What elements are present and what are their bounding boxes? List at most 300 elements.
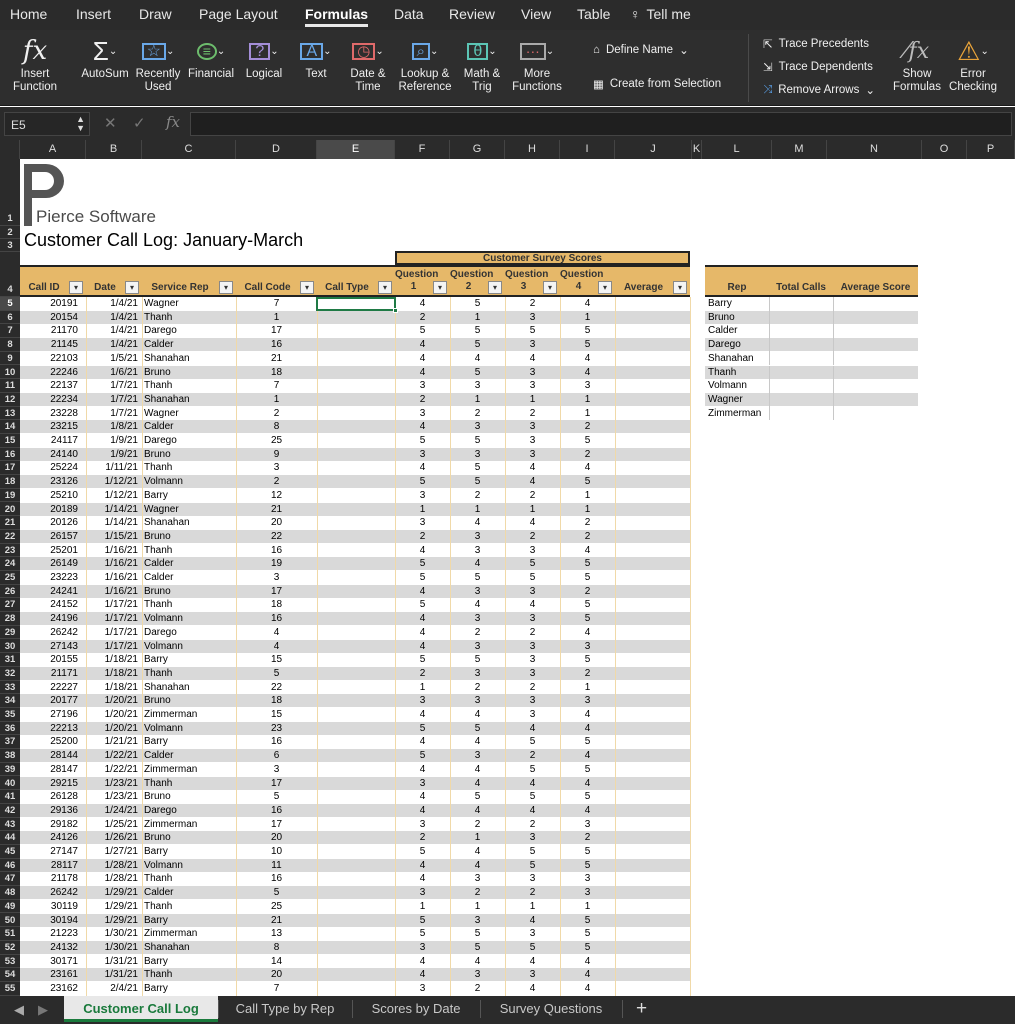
table-cell[interactable] bbox=[317, 379, 395, 392]
table-cell[interactable]: 22103 bbox=[50, 352, 78, 364]
table-cell[interactable]: 1/29/21 bbox=[104, 887, 138, 899]
row-header-23[interactable]: 23 bbox=[0, 544, 20, 558]
row-header-10[interactable]: 10 bbox=[0, 366, 20, 380]
table-cell[interactable]: Volmann bbox=[144, 722, 183, 734]
table-cell[interactable]: 5 bbox=[474, 476, 481, 488]
table-row[interactable] bbox=[20, 859, 690, 873]
table-row[interactable] bbox=[20, 708, 690, 722]
row-header-37[interactable]: 37 bbox=[0, 735, 20, 749]
table-cell[interactable]: 3 bbox=[273, 572, 280, 583]
create-from-selection-button[interactable] bbox=[593, 77, 721, 91]
table-cell[interactable]: 4 bbox=[529, 517, 536, 529]
table-cell[interactable]: 22137 bbox=[50, 380, 78, 392]
table-cell[interactable]: Darego bbox=[144, 626, 177, 638]
table-cell[interactable]: 1/17/21 bbox=[104, 640, 138, 652]
table-cell[interactable]: 1 bbox=[419, 900, 426, 912]
menu-formulas[interactable]: Formulas bbox=[305, 6, 368, 27]
table-cell[interactable]: 3 bbox=[584, 818, 591, 830]
table-cell[interactable]: 2 bbox=[529, 530, 536, 542]
menu-home[interactable]: Home bbox=[10, 6, 48, 22]
row-header-42[interactable]: 42 bbox=[0, 804, 20, 818]
table-cell[interactable]: 3 bbox=[474, 873, 481, 885]
table-cell[interactable]: 1/27/21 bbox=[104, 846, 138, 857]
table-cell[interactable]: 3 bbox=[529, 928, 536, 940]
table-row[interactable] bbox=[20, 955, 690, 969]
table-cell[interactable]: 23161 bbox=[50, 969, 78, 981]
table-cell[interactable] bbox=[317, 831, 395, 844]
table-cell[interactable]: 30194 bbox=[50, 914, 78, 926]
summary-rep[interactable]: Barry bbox=[708, 298, 732, 309]
table-cell[interactable] bbox=[317, 900, 395, 913]
table-cell[interactable]: 3 bbox=[529, 709, 536, 720]
table-cell[interactable]: 1/4/21 bbox=[110, 339, 138, 351]
table-row[interactable] bbox=[20, 845, 690, 859]
table-cell[interactable] bbox=[317, 557, 395, 570]
table-cell[interactable]: 5 bbox=[419, 750, 426, 762]
table-cell[interactable]: 4 bbox=[419, 791, 426, 803]
table-cell[interactable]: 5 bbox=[419, 435, 426, 446]
table-cell[interactable]: 25 bbox=[270, 900, 283, 912]
filter-dropdown-button[interactable]: ▾ bbox=[673, 281, 687, 294]
table-cell[interactable]: 2 bbox=[419, 311, 426, 323]
table-cell[interactable]: 2 bbox=[529, 489, 536, 501]
filter-dropdown-button[interactable]: ▾ bbox=[598, 281, 612, 294]
table-cell[interactable]: 4 bbox=[474, 859, 481, 871]
table-row[interactable] bbox=[20, 585, 690, 599]
filter-dropdown-button[interactable]: ▾ bbox=[69, 281, 83, 294]
table-row[interactable] bbox=[20, 448, 690, 462]
table-cell[interactable]: Zimmerman bbox=[144, 818, 198, 830]
table-cell[interactable]: 2 bbox=[584, 448, 591, 460]
summary-rep[interactable]: Thanh bbox=[708, 366, 737, 378]
table-cell[interactable]: 10 bbox=[270, 846, 283, 857]
table-cell[interactable]: 5 bbox=[273, 667, 280, 679]
table-cell[interactable]: 1/21/21 bbox=[104, 736, 138, 748]
summary-rep[interactable]: Wagner bbox=[708, 393, 743, 405]
table-row[interactable] bbox=[20, 804, 690, 818]
table-cell[interactable] bbox=[317, 352, 395, 365]
row-header-6[interactable]: 6 bbox=[0, 311, 20, 325]
table-cell[interactable]: 5 bbox=[584, 859, 591, 871]
table-cell[interactable]: Thanh bbox=[144, 462, 173, 474]
row-header-19[interactable]: 19 bbox=[0, 489, 20, 503]
table-cell[interactable]: 24117 bbox=[50, 435, 78, 446]
table-cell[interactable]: 20154 bbox=[50, 311, 78, 323]
table-cell[interactable]: 21145 bbox=[50, 339, 78, 351]
tab-survey-questions[interactable]: Survey Questions bbox=[499, 1001, 603, 1016]
table-cell[interactable]: 3 bbox=[529, 873, 536, 885]
row-header-8[interactable]: 8 bbox=[0, 338, 20, 352]
table-cell[interactable]: 23126 bbox=[50, 476, 78, 488]
row-header-9[interactable]: 9 bbox=[0, 352, 20, 366]
table-cell[interactable]: 22 bbox=[270, 530, 283, 542]
table-cell[interactable] bbox=[317, 489, 395, 502]
table-cell[interactable]: 1/17/21 bbox=[104, 626, 138, 638]
table-cell[interactable] bbox=[317, 818, 395, 831]
table-cell[interactable]: Calder bbox=[144, 572, 174, 583]
table-cell[interactable] bbox=[317, 982, 395, 995]
table-cell[interactable]: 3 bbox=[419, 818, 426, 830]
table-cell[interactable]: 1/12/21 bbox=[104, 489, 138, 501]
table-cell[interactable]: 3 bbox=[529, 366, 536, 378]
table-cell[interactable]: 3 bbox=[529, 640, 536, 652]
table-cell[interactable]: 2 bbox=[474, 407, 481, 419]
table-cell[interactable]: 3 bbox=[584, 640, 591, 652]
table-cell[interactable]: 5 bbox=[584, 339, 591, 351]
table-row[interactable] bbox=[20, 763, 690, 777]
table-cell[interactable]: 3 bbox=[419, 489, 426, 501]
table-cell[interactable]: 2 bbox=[419, 530, 426, 542]
table-cell[interactable]: 1 bbox=[474, 393, 481, 405]
table-cell[interactable]: 3 bbox=[529, 667, 536, 679]
table-cell[interactable]: 4 bbox=[419, 298, 426, 309]
table-cell[interactable]: 20155 bbox=[50, 654, 78, 666]
remove-arrows-button[interactable] bbox=[763, 83, 875, 97]
table-row[interactable] bbox=[20, 722, 690, 736]
column-header-e[interactable]: E bbox=[317, 140, 395, 159]
menu-review[interactable]: Review bbox=[449, 6, 495, 22]
table-cell[interactable]: 1/14/21 bbox=[104, 503, 138, 515]
row-header-26[interactable]: 26 bbox=[0, 585, 20, 599]
tab-customer-call-log[interactable]: Customer Call Log bbox=[64, 996, 218, 1022]
table-cell[interactable]: 5 bbox=[529, 941, 536, 953]
table-cell[interactable]: 5 bbox=[419, 599, 426, 611]
text-button[interactable] bbox=[296, 34, 336, 81]
table-row[interactable] bbox=[20, 749, 690, 763]
table-cell[interactable]: 5 bbox=[474, 654, 481, 666]
table-cell[interactable]: 1/29/21 bbox=[104, 914, 138, 926]
table-cell[interactable]: 5 bbox=[529, 859, 536, 871]
table-cell[interactable]: 5 bbox=[419, 325, 426, 337]
table-cell[interactable]: 1/20/21 bbox=[104, 722, 138, 734]
table-cell[interactable] bbox=[317, 407, 395, 420]
table-cell[interactable]: 29182 bbox=[50, 818, 78, 830]
table-cell[interactable]: 4 bbox=[419, 873, 426, 885]
filter-dropdown-button[interactable]: ▾ bbox=[378, 281, 392, 294]
table-cell[interactable]: 22213 bbox=[50, 722, 78, 734]
table-cell[interactable]: 24152 bbox=[50, 599, 78, 611]
table-cell[interactable] bbox=[317, 955, 395, 968]
table-cell[interactable]: 4 bbox=[273, 640, 280, 652]
table-cell[interactable]: 1 bbox=[474, 311, 481, 323]
table-cell[interactable]: 2 bbox=[474, 681, 481, 693]
table-cell[interactable]: Darego bbox=[144, 435, 177, 446]
summary-rep[interactable]: Zimmerman bbox=[708, 407, 762, 419]
table-cell[interactable]: 1/17/21 bbox=[104, 599, 138, 611]
table-cell[interactable] bbox=[317, 516, 395, 529]
logical-button[interactable] bbox=[243, 34, 285, 81]
table-cell[interactable]: 1/30/21 bbox=[104, 928, 138, 940]
table-cell[interactable]: 21223 bbox=[50, 928, 78, 940]
table-row[interactable] bbox=[20, 914, 690, 928]
table-cell[interactable]: 1/22/21 bbox=[104, 763, 138, 775]
table-cell[interactable]: 1/26/21 bbox=[104, 832, 138, 844]
table-row[interactable] bbox=[20, 818, 690, 832]
table-cell[interactable]: 5 bbox=[419, 476, 426, 488]
summary-rep[interactable]: Calder bbox=[708, 325, 738, 337]
table-cell[interactable]: 14 bbox=[270, 955, 283, 967]
table-cell[interactable]: 5 bbox=[584, 928, 591, 940]
table-cell[interactable]: 1 bbox=[584, 681, 591, 693]
row-header-11[interactable]: 11 bbox=[0, 379, 20, 393]
table-cell[interactable]: 4 bbox=[584, 969, 591, 981]
table-cell[interactable]: 3 bbox=[529, 448, 536, 460]
table-cell[interactable]: 25224 bbox=[50, 462, 78, 474]
table-cell[interactable]: 5 bbox=[584, 572, 591, 583]
table-cell[interactable]: 4 bbox=[584, 366, 591, 378]
table-cell[interactable]: 1/15/21 bbox=[104, 530, 138, 542]
table-cell[interactable]: 1/9/21 bbox=[110, 435, 138, 446]
table-cell[interactable]: 4 bbox=[529, 462, 536, 474]
table-cell[interactable]: 4 bbox=[419, 969, 426, 981]
table-cell[interactable]: 1/7/21 bbox=[110, 393, 138, 405]
table-cell[interactable]: 20177 bbox=[50, 695, 78, 707]
row-header-53[interactable]: 53 bbox=[0, 955, 20, 969]
table-cell[interactable]: 3 bbox=[529, 339, 536, 351]
table-cell[interactable]: 22 bbox=[270, 681, 283, 693]
menu-table[interactable]: Table bbox=[577, 6, 611, 22]
row-header-33[interactable]: 33 bbox=[0, 681, 20, 695]
table-cell[interactable]: 22227 bbox=[50, 681, 78, 693]
table-cell[interactable] bbox=[317, 859, 395, 872]
table-cell[interactable]: 4 bbox=[584, 750, 591, 762]
row-header-36[interactable]: 36 bbox=[0, 722, 20, 736]
table-cell[interactable]: 16 bbox=[270, 544, 283, 556]
table-cell[interactable]: 15 bbox=[270, 654, 283, 666]
table-cell[interactable]: 3 bbox=[419, 448, 426, 460]
formula-input[interactable] bbox=[190, 112, 1012, 136]
table-cell[interactable]: 4 bbox=[584, 804, 591, 816]
math-trig-button[interactable] bbox=[458, 34, 506, 94]
table-row[interactable] bbox=[20, 461, 690, 475]
table-cell[interactable]: 24196 bbox=[50, 613, 78, 625]
table-cell[interactable]: 5 bbox=[584, 435, 591, 446]
table-cell[interactable]: 21170 bbox=[50, 325, 78, 337]
table-cell[interactable]: 5 bbox=[474, 339, 481, 351]
row-header-29[interactable]: 29 bbox=[0, 626, 20, 640]
table-cell[interactable] bbox=[317, 777, 395, 790]
table-cell[interactable]: 24140 bbox=[50, 448, 78, 460]
table-cell[interactable]: 4 bbox=[474, 517, 481, 529]
menu-tell-me[interactable] bbox=[630, 6, 691, 22]
table-row[interactable] bbox=[20, 790, 690, 804]
table-cell[interactable]: 1/23/21 bbox=[104, 791, 138, 803]
table-row[interactable] bbox=[20, 886, 690, 900]
row-header-21[interactable]: 21 bbox=[0, 516, 20, 530]
table-cell[interactable] bbox=[317, 722, 395, 735]
row-header-14[interactable]: 14 bbox=[0, 420, 20, 434]
table-cell[interactable]: 4 bbox=[584, 544, 591, 556]
filter-dropdown-button[interactable]: ▾ bbox=[488, 281, 502, 294]
table-cell[interactable]: 2 bbox=[529, 750, 536, 762]
table-cell[interactable]: 5 bbox=[419, 846, 426, 857]
table-row[interactable] bbox=[20, 379, 690, 393]
table-cell[interactable]: 12 bbox=[270, 489, 283, 501]
row-header-34[interactable]: 34 bbox=[0, 694, 20, 708]
table-row[interactable] bbox=[20, 516, 690, 530]
table-cell[interactable]: 4 bbox=[474, 558, 481, 570]
table-cell[interactable]: 5 bbox=[474, 572, 481, 583]
row-header-35[interactable]: 35 bbox=[0, 708, 20, 722]
table-cell[interactable]: 3 bbox=[474, 421, 481, 433]
table-cell[interactable]: 1/4/21 bbox=[110, 311, 138, 323]
table-cell[interactable]: 3 bbox=[529, 421, 536, 433]
table-cell[interactable]: 27147 bbox=[50, 846, 78, 857]
table-cell[interactable]: 4 bbox=[419, 955, 426, 967]
table-cell[interactable]: 3 bbox=[584, 380, 591, 392]
table-cell[interactable]: 3 bbox=[419, 941, 426, 953]
table-cell[interactable]: 4 bbox=[529, 777, 536, 789]
row-header-41[interactable]: 41 bbox=[0, 790, 20, 804]
table-cell[interactable]: 2 bbox=[419, 393, 426, 405]
row-header-28[interactable]: 28 bbox=[0, 612, 20, 626]
table-cell[interactable]: 1 bbox=[474, 900, 481, 912]
table-cell[interactable]: 5 bbox=[529, 763, 536, 775]
table-cell[interactable]: 3 bbox=[419, 887, 426, 899]
table-cell[interactable]: 5 bbox=[474, 325, 481, 337]
table-cell[interactable]: 2 bbox=[474, 983, 481, 994]
table-cell[interactable]: 3 bbox=[474, 613, 481, 625]
table-cell[interactable]: 26242 bbox=[50, 626, 78, 638]
select-all-corner[interactable] bbox=[0, 140, 20, 159]
table-cell[interactable]: Barry bbox=[144, 654, 168, 666]
table-cell[interactable]: 1 bbox=[419, 681, 426, 693]
table-cell[interactable]: 5 bbox=[419, 654, 426, 666]
table-cell[interactable]: 4 bbox=[584, 462, 591, 474]
table-cell[interactable]: Darego bbox=[144, 804, 177, 816]
table-cell[interactable] bbox=[317, 804, 395, 817]
table-cell[interactable] bbox=[317, 393, 395, 406]
table-cell[interactable]: 1/5/21 bbox=[110, 352, 138, 364]
table-cell[interactable]: 1/11/21 bbox=[105, 462, 138, 474]
table-cell[interactable]: 5 bbox=[474, 366, 481, 378]
table-cell[interactable]: 1 bbox=[584, 407, 591, 419]
table-cell[interactable]: Volmann bbox=[144, 476, 183, 488]
table-cell[interactable]: 3 bbox=[419, 983, 426, 994]
row-header-4[interactable]: 4 bbox=[0, 252, 20, 297]
table-cell[interactable] bbox=[317, 735, 395, 748]
row-header-20[interactable]: 20 bbox=[0, 503, 20, 517]
row-header-2[interactable]: 2 bbox=[0, 226, 20, 239]
summary-rep[interactable]: Volmann bbox=[708, 380, 747, 392]
table-cell[interactable]: 5 bbox=[419, 558, 426, 570]
table-cell[interactable]: 4 bbox=[419, 544, 426, 556]
menu-page-layout[interactable]: Page Layout bbox=[199, 6, 278, 22]
table-cell[interactable]: Shanahan bbox=[144, 393, 190, 405]
table-cell[interactable]: 8 bbox=[273, 421, 280, 433]
table-cell[interactable] bbox=[317, 311, 395, 324]
table-cell[interactable]: 28147 bbox=[50, 763, 78, 775]
table-cell[interactable]: Darego bbox=[144, 325, 177, 337]
table-cell[interactable]: Barry bbox=[144, 955, 168, 967]
table-cell[interactable]: 4 bbox=[474, 763, 481, 775]
table-cell[interactable]: 3 bbox=[419, 380, 426, 392]
row-header-45[interactable]: 45 bbox=[0, 845, 20, 859]
table-cell[interactable]: Thanh bbox=[144, 544, 173, 556]
table-cell[interactable] bbox=[317, 338, 395, 351]
table-cell[interactable]: 16 bbox=[270, 873, 283, 885]
table-row[interactable] bbox=[20, 667, 690, 681]
table-cell[interactable]: 28144 bbox=[50, 750, 78, 762]
table-cell[interactable]: 26149 bbox=[50, 558, 78, 570]
table-cell[interactable]: 1 bbox=[584, 503, 591, 515]
date-time-button[interactable] bbox=[342, 34, 394, 94]
table-cell[interactable] bbox=[317, 845, 395, 858]
table-cell[interactable]: 17 bbox=[270, 777, 283, 789]
table-cell[interactable]: 1/17/21 bbox=[104, 613, 138, 625]
table-cell[interactable]: 17 bbox=[270, 818, 283, 830]
table-row[interactable] bbox=[20, 831, 690, 845]
table-cell[interactable]: 1 bbox=[474, 832, 481, 844]
table-cell[interactable]: 3 bbox=[474, 380, 481, 392]
table-cell[interactable]: 1/20/21 bbox=[104, 709, 138, 720]
table-cell[interactable]: 1 bbox=[584, 489, 591, 501]
table-cell[interactable]: Calder bbox=[144, 421, 174, 433]
table-cell[interactable]: 4 bbox=[529, 352, 536, 364]
table-cell[interactable] bbox=[317, 461, 395, 474]
table-cell[interactable]: 27143 bbox=[50, 640, 78, 652]
table-cell[interactable]: 1/6/21 bbox=[110, 366, 138, 378]
table-cell[interactable]: 20 bbox=[270, 832, 283, 844]
row-header-22[interactable]: 22 bbox=[0, 530, 20, 544]
table-cell[interactable]: 16 bbox=[270, 804, 283, 816]
table-cell[interactable]: 19 bbox=[270, 558, 283, 570]
table-cell[interactable] bbox=[317, 872, 395, 885]
autosum-button[interactable] bbox=[79, 34, 131, 81]
table-cell[interactable]: 4 bbox=[419, 462, 426, 474]
table-cell[interactable]: 3 bbox=[529, 695, 536, 707]
table-cell[interactable]: 4 bbox=[584, 722, 591, 734]
column-header-l[interactable]: L bbox=[702, 140, 772, 159]
table-cell[interactable] bbox=[317, 434, 395, 447]
table-cell[interactable]: 29215 bbox=[50, 777, 78, 789]
insert-function-button[interactable] bbox=[6, 34, 64, 94]
table-cell[interactable]: Barry bbox=[144, 846, 168, 857]
table-cell[interactable]: 17 bbox=[270, 585, 283, 597]
table-cell[interactable] bbox=[317, 571, 395, 584]
column-header-h[interactable]: H bbox=[505, 140, 560, 159]
financial-button[interactable] bbox=[186, 34, 236, 81]
table-cell[interactable]: 2 bbox=[584, 530, 591, 542]
table-cell[interactable]: 1/16/21 bbox=[104, 544, 138, 556]
table-cell[interactable] bbox=[317, 475, 395, 488]
table-cell[interactable]: 22246 bbox=[50, 366, 78, 378]
define-name-button[interactable] bbox=[593, 43, 689, 57]
table-cell[interactable]: 3 bbox=[474, 640, 481, 652]
filter-dropdown-button[interactable]: ▾ bbox=[543, 281, 557, 294]
table-cell[interactable]: 5 bbox=[419, 722, 426, 734]
table-cell[interactable]: 21 bbox=[270, 503, 283, 515]
table-cell[interactable]: 1 bbox=[584, 311, 591, 323]
table-row[interactable] bbox=[20, 352, 690, 366]
row-header-31[interactable]: 31 bbox=[0, 653, 20, 667]
table-cell[interactable]: Zimmerman bbox=[144, 928, 198, 940]
selected-cell[interactable] bbox=[316, 297, 396, 311]
row-header-13[interactable]: 13 bbox=[0, 407, 20, 421]
table-cell[interactable]: 2 bbox=[584, 421, 591, 433]
table-row[interactable] bbox=[20, 968, 690, 982]
table-cell[interactable]: 1/8/21 bbox=[110, 421, 138, 433]
row-header-15[interactable]: 15 bbox=[0, 434, 20, 448]
table-cell[interactable]: 20189 bbox=[50, 503, 78, 515]
table-cell[interactable] bbox=[317, 640, 395, 653]
table-cell[interactable]: Zimmerman bbox=[144, 763, 198, 775]
table-row[interactable] bbox=[20, 489, 690, 503]
table-cell[interactable]: 3 bbox=[584, 873, 591, 885]
table-cell[interactable]: 6 bbox=[273, 750, 280, 762]
row-header-16[interactable]: 16 bbox=[0, 448, 20, 462]
lookup-reference-button[interactable] bbox=[395, 34, 455, 94]
